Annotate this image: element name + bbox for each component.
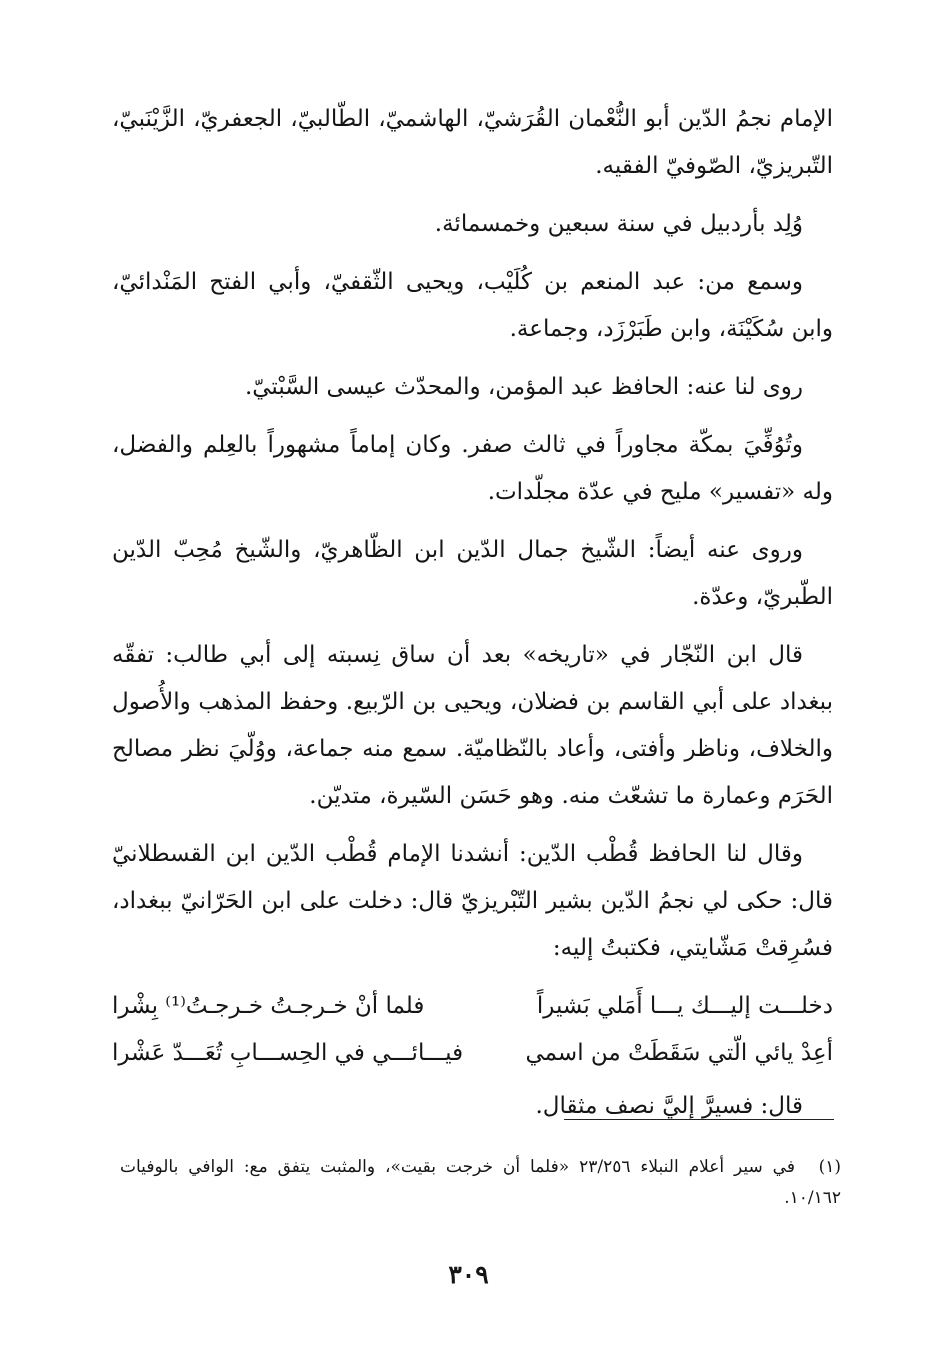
poem-hemistich: أعِدْ يائي الّتي سَقَطَتْ من اسمي — [525, 1040, 833, 1066]
paragraph-other-narrators: وروى عنه أيضاً: الشّيخ جمال الدّين ابن الظّاهريّ، والشّيخ مُحِبّ الدّين الطّبريّ، وعدّة. — [112, 537, 833, 610]
paragraph-closing: قال: فسيرَّ إليَّ نصف مثقال. — [535, 1093, 803, 1119]
paragraph-ibn-najjar: قال ابن النّجّار في «تاريخه» بعد أن ساق نِسبته إلى أبي طالب: تفقّه ببغداد على أبي القاسم بن فضلان، ويحيى بن الرّبيع. وحفظ المذهب والأُصول والخلاف، وناظر وأفتى، وأعاد بالنّظاميّة. سمع منه جماعة، ووُلّيَ نظر مصالح الحَرَم وعمارة ما تشعّث منه. وهو حَسَن السّيرة، متديّن. — [112, 642, 833, 809]
poem-hemistich: فيـــائـــي في الحِســـابِ تُعَـــدّ عَشْرا — [112, 1040, 464, 1066]
footnote-text: في سير أعلام النبلاء ٢٣/٢٥٦ «فلما أن خرجت بقيت»، والمثبت يتفق مع: الوافي بالوفيات ١٠/١٦٢. — [120, 1157, 841, 1208]
paragraph-teachers: وسمع من: عبد المنعم بن كُلَيْب، ويحيى الثّقفيّ، وأبي الفتح المَنْدائيّ، وابن سُكَيْنَة، وابن طَبَرْزَد، وجماعة. — [112, 269, 833, 342]
poem-hemistich: فلما أنْ خـرجـتُ خـرجـتُ⁽¹⁾ بِشْرا — [112, 993, 425, 1019]
paragraph-biography-intro: الإمام نجمُ الدّين أبو النُّعْمان القُرَشيّ، الهاشميّ، الطّالبيّ، الجعفريّ، الزَّيْنَبيّ، التّبريزيّ، الصّوفيّ الفقيه. — [112, 106, 833, 179]
paragraph-death: وتُوُفِّيَ بمكّة مجاوراً في ثالث صفر. وكان إماماً مشهوراً بالعِلم والفضل، وله «تفسير» مليح في عدّة مجلّدات. — [112, 432, 833, 505]
footnote-number: (١) — [818, 1157, 841, 1177]
footnote-divider — [564, 1119, 834, 1120]
main-text — [112, 96, 833, 1141]
page-number: ٣٠٩ — [448, 1260, 489, 1289]
footnote — [120, 1152, 841, 1214]
poem-verse — [112, 983, 833, 1030]
poem-hemistich: دخلـــت إليـــك يـــا أَمَلي بَشيراً — [536, 993, 833, 1019]
paragraph-poem-intro: وقال لنا الحافظ قُطْب الدّين: أنشدنا الإمام قُطْب الدّين ابن القسطلانيّ قال: حكى لي نجمُ الدّين بشير التّبْريزيّ قال: دخلت على ابن الحَرّانيّ ببغداد، فسُرِقتْ مَشّايتي، فكتبتُ إليه: — [112, 841, 833, 961]
paragraph-birth: وُلِد بأردبيل في سنة سبعين وخمسمائة. — [434, 211, 803, 237]
paragraph-narrators: روى لنا عنه: الحافظ عبد المؤمن، والمحدّث عيسى السَّبْتيّ. — [244, 374, 803, 400]
poem-verse — [112, 1030, 833, 1077]
